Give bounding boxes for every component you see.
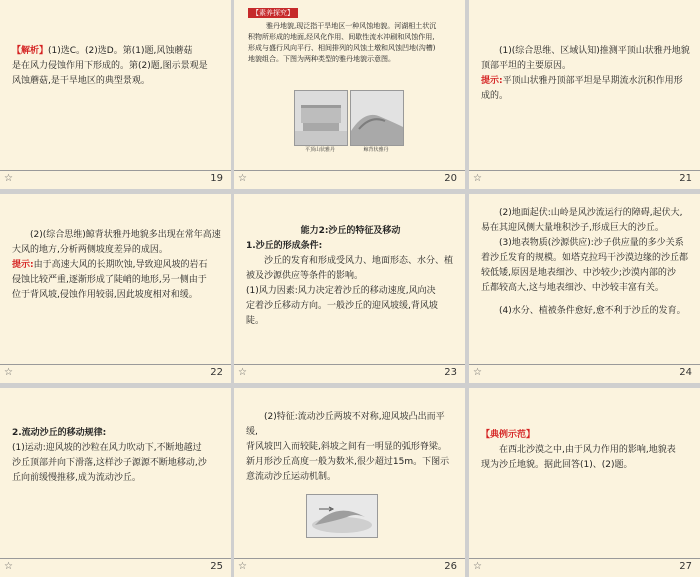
- slide-27-thumbnail[interactable]: [469, 388, 700, 577]
- image-caption: 鲸背状雅丹: [363, 147, 389, 153]
- slide-transition-icon[interactable]: ☆: [473, 367, 482, 378]
- slide-number: 27: [679, 561, 692, 572]
- slide-line: 2.流动沙丘的移动规律:: [12, 428, 107, 438]
- slide-number: 23: [444, 367, 457, 378]
- slide-line-text: 平顶山状雅丹顶部平坦是早期流水沉积作用形: [502, 76, 683, 86]
- answer-label: 【解析】: [12, 46, 49, 56]
- slide-line: 顶部平坦的主要原因。: [481, 61, 572, 71]
- slide-footer: [234, 364, 465, 383]
- slide-title: 【典例示范】: [481, 430, 536, 440]
- slide-line: [12, 258, 221, 273]
- slide-number: 20: [444, 173, 457, 184]
- slide-23-thumbnail[interactable]: [234, 194, 465, 383]
- slide-footer: [0, 558, 231, 577]
- slide-line: 丘向前缓慢推移,成为流动沙丘。: [12, 473, 141, 483]
- slide-footer: [469, 364, 700, 383]
- slide-transition-icon[interactable]: ☆: [473, 561, 482, 572]
- slide-line: (3)地表物质(沙源供应):沙子供应量的多少关系: [499, 238, 684, 248]
- slide-line: (1)风力因素:风力决定着沙丘的移动速度,风向决: [246, 286, 436, 296]
- slide-number: 19: [210, 173, 223, 184]
- slide-line: [12, 44, 221, 59]
- slide-25-thumbnail[interactable]: [0, 388, 231, 577]
- slide-title: 能力2:沙丘的特征及移动: [300, 226, 401, 236]
- slide-number: 26: [444, 561, 457, 572]
- slide-line: 地貌组合。下图为两种类型的雅丹地貌示意图。: [248, 55, 395, 63]
- slide-line: 位于背风坡,侵蚀作用较弱,因此坡度相对和缓。: [12, 290, 198, 300]
- slide-line: 着沙丘发育的规模。如塔克拉玛干沙漠边缘的沙丘都: [481, 253, 689, 263]
- whaleback-yardang-image: [350, 90, 404, 146]
- slide-transition-icon[interactable]: ☆: [238, 367, 247, 378]
- slide-line: 雅丹地貌,现泛指干旱地区一种风蚀地貌。河湖相土状沉: [266, 22, 437, 30]
- slide-line: 1.沙丘的形成条件:: [246, 241, 323, 251]
- slide-19-thumbnail[interactable]: [0, 0, 231, 189]
- slide-transition-icon[interactable]: ☆: [238, 173, 247, 184]
- slide-line: 沙丘顶部并向下滑落,这样沙子源源不断地移动,沙: [12, 458, 207, 468]
- slide-footer: [234, 558, 465, 577]
- slide-number: 22: [210, 367, 223, 378]
- slide-line: (1)运动:迎风坡的沙粒在风力吹动下,不断地越过: [12, 443, 202, 453]
- slide-transition-icon[interactable]: ☆: [4, 367, 13, 378]
- slide-line: 定着沙丘移动方向。一般沙丘的迎风坡缓,背风坡陡。: [246, 301, 438, 326]
- flat-top-yardang-image: [294, 90, 348, 146]
- slide-line: (1)(综合思维、区域认知)推测平顶山状雅丹地貌: [499, 46, 690, 56]
- slide-21-thumbnail[interactable]: [469, 0, 700, 189]
- slide-footer: [0, 364, 231, 383]
- slide-line: 风蚀蘑菇,是干旱地区的典型景观。: [12, 76, 150, 86]
- slide-transition-icon[interactable]: ☆: [238, 561, 247, 572]
- slide-line: 大风的地方,分析两侧坡度差异的成因。: [12, 245, 168, 255]
- slide-line: 丘都较高大,这与地表细沙、中沙较丰富有关。: [481, 283, 664, 293]
- slide-line: 被及沙源供应等条件的影响。: [246, 271, 364, 281]
- slide-line: 易在其迎风侧大量堆积沙子,形成巨大的沙丘。: [481, 223, 664, 233]
- slide-line: 积物所形成的地面,经风化作用、间歇性流水冲刷和风蚀作用,: [248, 33, 435, 41]
- slide-line: (2)特征:流动沙丘两坡不对称,迎风坡凸出而平缓,: [246, 412, 445, 437]
- slide-line: 是在风力侵蚀作用下形成的。第(2)题,图示景观是: [12, 61, 208, 71]
- slide-line: 现为沙丘地貌。据此回答(1)、(2)题。: [481, 460, 633, 470]
- slide-line: (2)地面起伏:山岭是风沙流运行的障碍,起伏大,: [499, 208, 683, 218]
- slide-line: 较低矮,原因是地表细沙、中沙较少;沙漠内部的沙: [481, 268, 676, 278]
- slide-line: 成的。: [481, 91, 509, 101]
- slide-number: 21: [679, 173, 692, 184]
- slide-line: 侵蚀比较严重,逐渐形成了陡峭的地形,另一侧由于: [12, 275, 207, 285]
- slide-line: 在西北沙漠之中,由于风力作用的影响,地貌表: [499, 445, 676, 455]
- slide-line-text: 由于高速大风的长期吹蚀,导致迎风坡的岩石: [33, 260, 208, 270]
- slide-number: 25: [210, 561, 223, 572]
- hint-label: 提示:: [481, 76, 503, 86]
- slide-footer: [0, 170, 231, 189]
- hint-label: 提示:: [12, 260, 34, 270]
- slide-line: (4)水分、植被条件愈好,愈不利于沙丘的发育。: [499, 306, 686, 316]
- slide-20-thumbnail[interactable]: [234, 0, 465, 189]
- slide-line: 沙丘的发育和形成受风力、地面形态、水分、植: [264, 256, 454, 266]
- section-tag: 【素养探究】: [248, 8, 298, 18]
- slide-transition-icon[interactable]: ☆: [4, 561, 13, 572]
- slide-line: (2)(综合思维)鲸背状雅丹地貌多出现在常年高速: [30, 230, 221, 240]
- slide-footer: [469, 558, 700, 577]
- image-caption: 平顶山状雅丹: [304, 147, 335, 153]
- slide-footer: [469, 170, 700, 189]
- slide-24-thumbnail[interactable]: [469, 194, 700, 383]
- slide-line: 新月形沙丘高度一般为数米,很少超过15m。下图示: [246, 457, 450, 467]
- slide-number: 24: [679, 367, 692, 378]
- slide-footer: [234, 170, 465, 189]
- slide-transition-icon[interactable]: ☆: [473, 173, 482, 184]
- slide-line: [481, 74, 690, 89]
- dune-movement-diagram: [306, 494, 378, 538]
- slide-line: 形成与盛行风向平行、相间排列的风蚀土墩和风蚀凹地(沟槽): [248, 44, 436, 52]
- slide-22-thumbnail[interactable]: [0, 194, 231, 383]
- slide-26-thumbnail[interactable]: [234, 388, 465, 577]
- slide-line: 背风坡凹入而较陡,斜坡之间有一明显的弧形脊梁。: [246, 442, 447, 452]
- slide-transition-icon[interactable]: ☆: [4, 173, 13, 184]
- slide-line-text: (1)选C。(2)选D。第(1)题,风蚀蘑菇: [48, 46, 193, 56]
- slide-line: 意流动沙丘运动机制。: [246, 472, 337, 482]
